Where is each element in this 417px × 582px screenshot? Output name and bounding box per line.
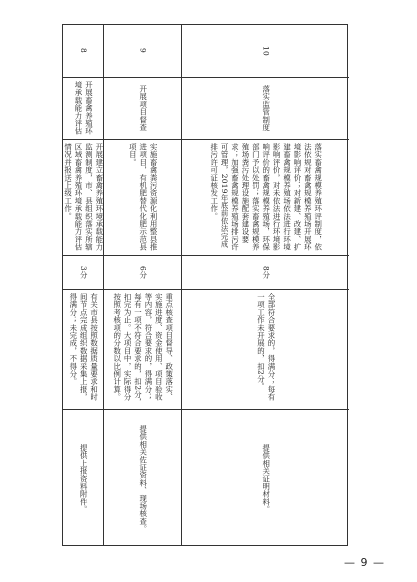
item-evidence: 提供上报资料附件。: [79, 443, 89, 514]
item-evidence: 提供相关佐证资料、现场核查。: [138, 424, 148, 533]
score-cell: [63, 255, 103, 289]
score-cell: [182, 255, 349, 289]
row-number-cell: [182, 25, 349, 77]
item-score: 6分: [138, 266, 148, 279]
item-evidence: 提供相关证明材料。: [261, 443, 271, 514]
item-cell: [104, 77, 181, 139]
evidence-cell: [63, 409, 103, 547]
item-name: 落实监管制度: [261, 85, 271, 132]
item-name: 开展畜禽养殖环境承载能力评估: [74, 81, 94, 135]
table-row: [181, 25, 349, 545]
item-name: 开展项目督查: [138, 85, 148, 132]
row-number-cell: [63, 25, 103, 77]
item-score: 8分: [261, 266, 271, 279]
page-number: — 9 —: [344, 556, 385, 569]
row-number: 9: [138, 48, 148, 54]
item-criteria: 全部符合要求的，得满分；每有一项工作未开展的，扣2分。: [256, 293, 276, 401]
item-criteria: 重点核查项目督导、政策落实、实施进度、资金使用、项目验收等内容，符合要求的，得满分；每有一项不符合要求的，扣2分，扣完为止。大项目中，实际得分按照考核项的分数以比例计算。: [112, 293, 174, 406]
criteria-cell: [182, 289, 349, 409]
item-content: 开展建立畜禽养殖环境承载能力监测制度，市、县组织落实所辖区域畜禽养殖环境承载能力评估情况并报送上级工作。: [63, 143, 104, 251]
content-cell: [182, 139, 349, 255]
item-content: 落实畜禽规模养殖环评制度，依法依规对畜禽规模养殖场开展环境影响评价；对新建、改建、扩建畜禽规模养殖场依法进行环境影响评价，对未依法进行环境影响评价的畜禽规模养殖场，环保部门予以处罚；落实畜禽规模养殖场粪污处理设施配套建设要求；加强畜禽规模养殖场排污许可管理，2019年底前依法完成排污许可证核发工作。: [209, 143, 323, 251]
item-cell: [182, 77, 349, 139]
evidence-cell: [104, 409, 181, 547]
row-number: 8: [79, 48, 89, 54]
item-score: 3分: [79, 266, 89, 279]
score-cell: [104, 255, 181, 289]
table-row: [63, 25, 103, 545]
content-cell: [63, 139, 103, 255]
evidence-cell: [182, 409, 349, 547]
content-cell: [104, 139, 181, 255]
criteria-cell: [104, 289, 181, 409]
criteria-cell: [63, 289, 103, 409]
evaluation-table: [62, 24, 348, 546]
item-criteria: 有关市县按照数据质量要求和时间节点完成组织数据采集上报，得满分；未完成，不得分。: [68, 293, 99, 401]
table-row: [103, 25, 181, 545]
row-number-cell: [104, 25, 181, 77]
item-cell: [63, 77, 103, 139]
row-number: 10: [261, 45, 271, 56]
item-content: 实施畜禽粪污资源化利用整县推进项目，有机肥替代化肥示范县项目。: [128, 143, 159, 251]
